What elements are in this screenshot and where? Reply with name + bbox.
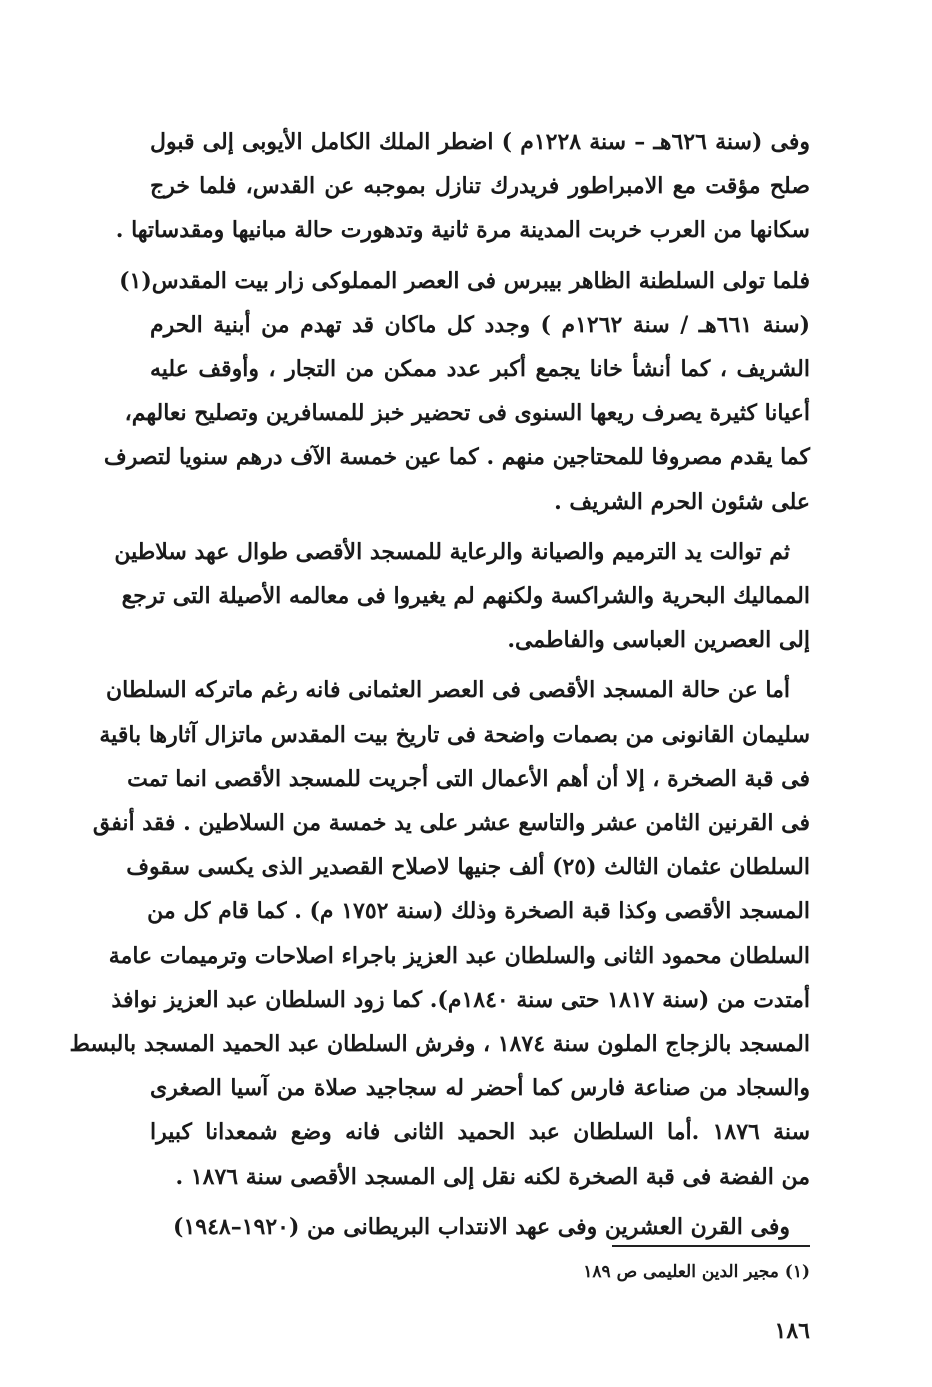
text-line: فلما تولى السلطنة الظاهر بيبرس فى العصر المملوكى زار بيت المقدس(١)	[119, 267, 810, 294]
text-line: الشريف ، كما أنشأ خانا يجمع أكبر عدد ممكن من التجار ، وأوقف عليه	[150, 356, 810, 383]
text-line: صلح مؤقت مع الامبراطور فريدرك تنازل بموجبه عن القدس، فلما خرج	[150, 173, 810, 200]
paragraph	[115, 120, 810, 253]
text-line: وفى (سنة ٦٢٦هـ – سنة ١٢٢٨م ) اضطر الملك الكامل الأيوبى إلى قبول	[150, 129, 810, 155]
text-line: وفى القرن العشرين وفى عهد الانتداب البريطانى من (١٩٢٠–١٩٤٨)	[173, 1213, 790, 1240]
text-line: المسجد الأقصى وكذا قبة الصخرة وذلك (سنة ١٧٥٢ م) . كما قام كل من	[147, 898, 810, 925]
footnote-divider	[612, 1245, 810, 1247]
text-line: إلى العصرين العباسى والفاطمى.	[507, 627, 810, 654]
text-line: السلطان عثمان الثالث (٢٥) ألف جنيها لاصلاح القصدير الذى يكسى سقوف	[126, 854, 810, 881]
footnote: (١) مجير الدين العليمى ص ١٨٩	[583, 1262, 810, 1282]
text-line: أمتدت من (سنة ١٨١٧ حتى سنة ١٨٤٠م). كما زود السلطان عبد العزيز نوافذ	[111, 986, 810, 1013]
paragraph	[114, 530, 810, 663]
text-line: سكانها من العرب خربت المدينة مرة ثانية وتدهورت حالة مبانيها ومقدساتها .	[115, 217, 810, 244]
text-line: سنة ١٨٧٦ .أما السلطان عبد الحميد الثانى فانه وضع شمعدانا كبيرا	[150, 1119, 810, 1146]
text-line: على شئون الحرم الشريف .	[554, 488, 810, 515]
text-line: (سنة ٦٦١هـ / سنة ١٢٦٢م ) وجدد كل ماكان قد تهدم من أبنية الحرم	[150, 311, 810, 338]
text-line: المماليك البحرية والشراكسة ولكنهم لم يغيروا فى معالمه الأصيلة التى ترجع	[121, 583, 810, 610]
page-number: ١٨٦	[774, 1318, 810, 1344]
paragraph	[150, 1205, 810, 1249]
text-line: كما يقدم مصروفا للمحتاجين منهم . كما عين خمسة الآف درهم سنويا لتصرف	[103, 444, 810, 471]
text-line: أما عن حالة المسجد الأقصى فى العصر العثمانى فانه رغم ماتركه السلطان	[105, 677, 790, 704]
paragraph	[103, 259, 810, 524]
text-line: فى القرنين الثامن عشر والتاسع عشر على يد خمسة من السلاطين . فقد أنفق	[92, 810, 810, 837]
main-text	[69, 120, 810, 1255]
text-line: فى قبة الصخرة ، إلا أن أهم الأعمال التى أجريت للمسجد الأقصى انما تمت	[127, 765, 810, 792]
text-line: والسجاد من صناعة فارس كما أحضر له سجاجيد صلاة من آسيا الصغرى	[150, 1075, 810, 1102]
text-line: سليمان القانونى من بصمات واضحة فى تاريخ بيت المقدس ماتزال آثارها باقية	[99, 721, 810, 748]
text-line: أعيانا كثيرة يصرف ريعها السنوى فى تحضير خبز للمسافرين وتصليح نعالهم،	[124, 400, 810, 427]
text-line: المسجد بالزجاج الملون سنة ١٨٧٤ ، وفرش السلطان عبد الحميد المسجد بالبسط	[69, 1031, 810, 1058]
text-line: ثم توالت يد الترميم والصيانة والرعاية للمسجد الأقصى طوال عهد سلاطين	[114, 538, 790, 565]
paragraph	[69, 668, 810, 1198]
text-line: من الفضة فى قبة الصخرة لكنه نقل إلى المسجد الأقصى سنة ١٨٧٦ .	[175, 1163, 810, 1190]
text-line: السلطان محمود الثانى والسلطان عبد العزيز باجراء اصلاحات وترميمات عامة	[108, 942, 810, 969]
